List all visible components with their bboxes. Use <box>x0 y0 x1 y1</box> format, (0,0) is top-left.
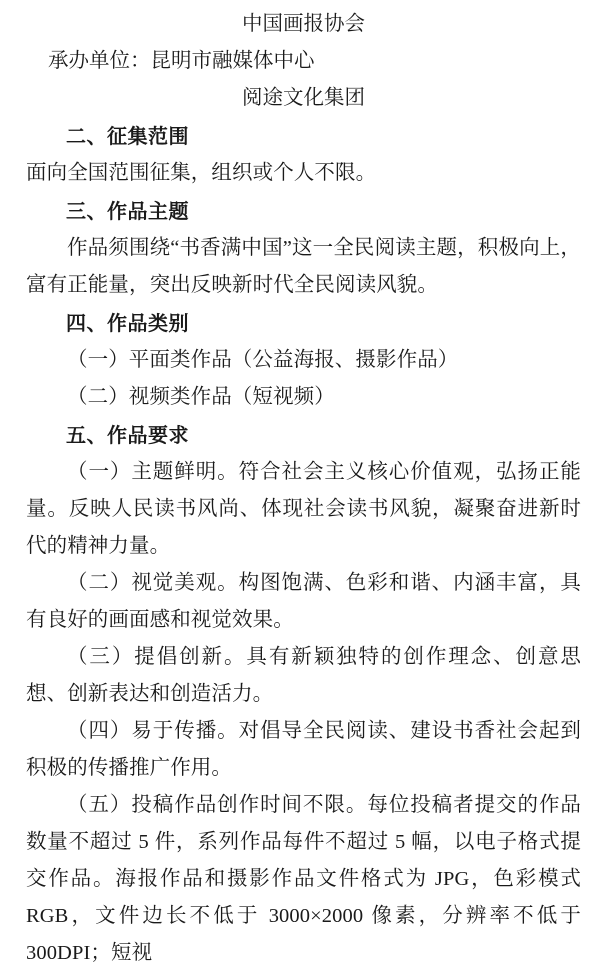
section-5-paragraph-3: （三）提倡创新。具有新颖独特的创作理念、创意思想、创新表达和创造活力。 <box>26 646 581 705</box>
section-4-paragraph-2: （二）视频类作品（短视频） <box>67 386 335 408</box>
section-5-paragraph-5: （五）投稿作品创作时间不限。每位投稿者提交的作品数量不超过 5 件，系列作品每件不超过 5 幅，以电子格式提交作品。海报作品和摄影作品文件格式为 JPG，色彩模式 RGB，文件边长不低于 3000×2000 像素，分辨率不低于 300DPI；短视 <box>26 794 581 964</box>
section-4-paragraph-1: （一）平面类作品（公益海报、摄影作品） <box>67 349 459 371</box>
section-3 <box>26 192 581 304</box>
section-5-paragraph-4: （四）易于传播。对倡导全民阅读、建设书香社会起到积极的传播推广作用。 <box>26 720 581 779</box>
section-3-heading: 三、作品主题 <box>66 199 189 223</box>
section-2-paragraph-1: 面向全国范围征集，组织或个人不限。 <box>26 162 377 184</box>
section-2-heading: 二、征集范围 <box>66 124 189 148</box>
organizer-line-1: 中国画报协会 <box>242 13 365 35</box>
section-3-paragraph-1: 作品须围绕“书香满中国”这一全民阅读主题，积极向上，富有正能量，突出反映新时代全民阅读风貌。 <box>26 237 581 296</box>
section-5-paragraph-1: （一）主题鲜明。符合社会主义核心价值观，弘扬正能量。反映人民读书风尚、体现社会读书风貌，凝聚奋进新时代的精神力量。 <box>26 461 581 557</box>
section-5-heading: 五、作品要求 <box>66 423 189 447</box>
section-4 <box>26 304 581 416</box>
organizer-block <box>26 6 581 117</box>
organizer-line-3: 阅途文化集团 <box>242 87 365 109</box>
section-2 <box>26 117 581 192</box>
section-5 <box>26 416 581 972</box>
section-5-paragraph-2: （二）视觉美观。构图饱满、色彩和谐、内涵丰富，具有良好的画面感和视觉效果。 <box>26 572 581 631</box>
section-4-heading: 四、作品类别 <box>66 311 189 335</box>
organizer-line-2: 承办单位：昆明市融媒体中心 <box>48 50 315 72</box>
